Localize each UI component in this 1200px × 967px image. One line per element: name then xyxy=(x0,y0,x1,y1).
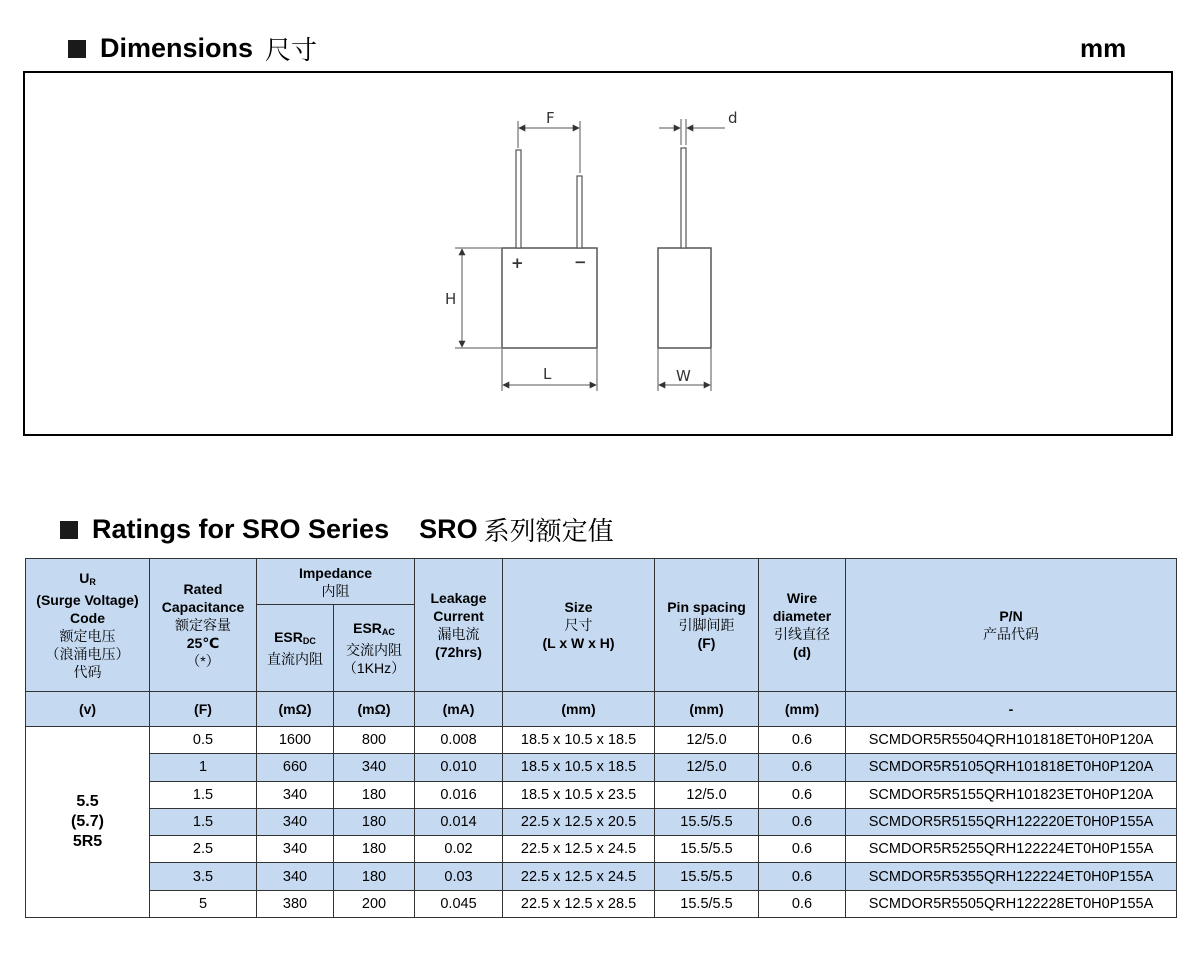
cell-cap: 2.5 xyxy=(150,836,257,863)
cell-pn: SCMDOR5R5155QRH101823ET0H0P120A xyxy=(846,781,1177,808)
cell-esrdc: 340 xyxy=(257,836,334,863)
unit-cell: (mm) xyxy=(503,692,655,727)
cell-pin: 15.5/5.5 xyxy=(655,808,759,835)
cell-wire: 0.6 xyxy=(759,808,846,835)
unit-cell: (mm) xyxy=(655,692,759,727)
table-row xyxy=(26,890,1177,917)
cell-esrac: 180 xyxy=(334,863,415,890)
dim-label-W: W xyxy=(676,367,691,385)
bullet-square-icon xyxy=(68,40,86,58)
cell-cap: 1.5 xyxy=(150,781,257,808)
cell-pn: SCMDOR5R5255QRH122224ET0H0P155A xyxy=(846,836,1177,863)
ratings-title: Ratings for SRO Series xyxy=(92,514,390,544)
cell-leak: 0.03 xyxy=(415,863,503,890)
cell-pn: SCMDOR5R5155QRH122220ET0H0P155A xyxy=(846,808,1177,835)
unit-cell: - xyxy=(846,692,1177,727)
plus-terminal-label: + xyxy=(511,254,524,272)
cell-size: 18.5 x 10.5 x 18.5 xyxy=(503,727,655,754)
header-pin-spacing: Pin spacing 引脚间距 (F) xyxy=(655,559,759,692)
cell-leak: 0.010 xyxy=(415,754,503,781)
cell-esrdc: 1600 xyxy=(257,727,334,754)
cell-pn: SCMDOR5R5355QRH122224ET0H0P155A xyxy=(846,863,1177,890)
cell-leak: 0.02 xyxy=(415,836,503,863)
cell-pn: SCMDOR5R5504QRH101818ET0H0P120A xyxy=(846,727,1177,754)
header-esr-dc: $ESR_{DC}$ 直流内阻 xyxy=(257,605,334,692)
cell-esrac: 180 xyxy=(334,836,415,863)
voltage-group-line: (5.7) xyxy=(71,813,104,831)
voltage-group-line: 5.5 xyxy=(76,793,99,811)
minus-terminal-label: − xyxy=(574,253,587,271)
cell-cap: 0.5 xyxy=(150,727,257,754)
units-row xyxy=(26,692,1177,727)
cell-esrdc: 660 xyxy=(257,754,334,781)
cell-wire: 0.6 xyxy=(759,836,846,863)
voltage-group-cell xyxy=(26,727,150,918)
cell-pin: 15.5/5.5 xyxy=(655,836,759,863)
unit-label: mm xyxy=(1080,33,1127,63)
cell-size: 22.5 x 12.5 x 24.5 xyxy=(503,863,655,890)
cell-wire: 0.6 xyxy=(759,781,846,808)
cell-pin: 12/5.0 xyxy=(655,781,759,808)
cell-cap: 1.5 xyxy=(150,808,257,835)
header-esr-ac: $ESR_{AC}$ 交流内阻 （1KHz） xyxy=(334,605,415,692)
cell-size: 18.5 x 10.5 x 23.5 xyxy=(503,781,655,808)
header-leakage: Leakage Current 漏电流 (72hrs) xyxy=(415,559,503,692)
header-ur: $U_R$ (Surge Voltage) Code 额定电压 （浪涌电压） 代码 xyxy=(26,559,150,692)
cell-size: 18.5 x 10.5 x 18.5 xyxy=(503,754,655,781)
cell-pin: 15.5/5.5 xyxy=(655,890,759,917)
voltage-group-line: 5R5 xyxy=(72,833,103,851)
cell-pin: 15.5/5.5 xyxy=(655,863,759,890)
cell-esrac: 340 xyxy=(334,754,415,781)
dimensions-title: Dimensions xyxy=(100,33,254,63)
unit-cell: (mA) xyxy=(415,692,503,727)
header-wire-diameter: Wire diameter 引线直径 (d) xyxy=(759,559,846,692)
bullet-square-icon xyxy=(60,521,78,539)
header-pn: P/N 产品代码 xyxy=(846,559,1177,692)
cell-esrdc: 340 xyxy=(257,808,334,835)
cell-esrdc: 380 xyxy=(257,890,334,917)
cell-esrac: 180 xyxy=(334,808,415,835)
cell-size: 22.5 x 12.5 x 24.5 xyxy=(503,836,655,863)
cell-esrac: 200 xyxy=(334,890,415,917)
dimensions-title-cn: 尺寸 xyxy=(265,36,318,66)
cell-size: 22.5 x 12.5 x 28.5 xyxy=(503,890,655,917)
cell-pin: 12/5.0 xyxy=(655,754,759,781)
unit-cell: (mm) xyxy=(759,692,846,727)
ratings-table xyxy=(25,558,1177,918)
cell-wire: 0.6 xyxy=(759,727,846,754)
ratings-heading xyxy=(60,511,614,548)
table-row xyxy=(26,836,1177,863)
cell-esrdc: 340 xyxy=(257,863,334,890)
cell-size: 22.5 x 12.5 x 20.5 xyxy=(503,808,655,835)
cell-wire: 0.6 xyxy=(759,863,846,890)
dimension-diagram xyxy=(25,73,1173,436)
unit-cell: (mΩ) xyxy=(334,692,415,727)
cell-cap: 3.5 xyxy=(150,863,257,890)
dimension-drawing-box xyxy=(23,71,1173,436)
unit-cell: (v) xyxy=(26,692,150,727)
ratings-title-cn: 系列额定值 xyxy=(483,517,614,547)
cell-pn: SCMDOR5R5505QRH122228ET0H0P155A xyxy=(846,890,1177,917)
cell-cap: 5 xyxy=(150,890,257,917)
cell-wire: 0.6 xyxy=(759,754,846,781)
header-impedance: Impedance 内阻 xyxy=(257,559,415,605)
cell-wire: 0.6 xyxy=(759,890,846,917)
dim-label-H: H xyxy=(445,290,457,308)
unit-cell: (F) xyxy=(150,692,257,727)
table-row xyxy=(26,808,1177,835)
dim-label-F: F xyxy=(546,109,555,127)
unit-cell: (mΩ) xyxy=(257,692,334,727)
dim-label-L: L xyxy=(543,365,552,383)
table-row xyxy=(26,863,1177,890)
cell-pin: 12/5.0 xyxy=(655,727,759,754)
cell-pn: SCMDOR5R5105QRH101818ET0H0P120A xyxy=(846,754,1177,781)
cell-leak: 0.014 xyxy=(415,808,503,835)
table-row xyxy=(26,727,1177,754)
table-row xyxy=(26,754,1177,781)
cell-leak: 0.045 xyxy=(415,890,503,917)
cell-esrac: 800 xyxy=(334,727,415,754)
header-capacitance: Rated Capacitance 额定容量 25℃ （*） xyxy=(150,559,257,692)
dimensions-heading xyxy=(68,30,317,67)
cell-leak: 0.016 xyxy=(415,781,503,808)
ratings-title-prefix: SRO xyxy=(419,514,478,544)
cell-cap: 1 xyxy=(150,754,257,781)
header-size: Size 尺寸 (L x W x H) xyxy=(503,559,655,692)
table-row xyxy=(26,781,1177,808)
dim-label-d: d xyxy=(728,109,738,127)
cell-esrdc: 340 xyxy=(257,781,334,808)
side-view xyxy=(658,119,725,391)
cell-leak: 0.008 xyxy=(415,727,503,754)
cell-esrac: 180 xyxy=(334,781,415,808)
